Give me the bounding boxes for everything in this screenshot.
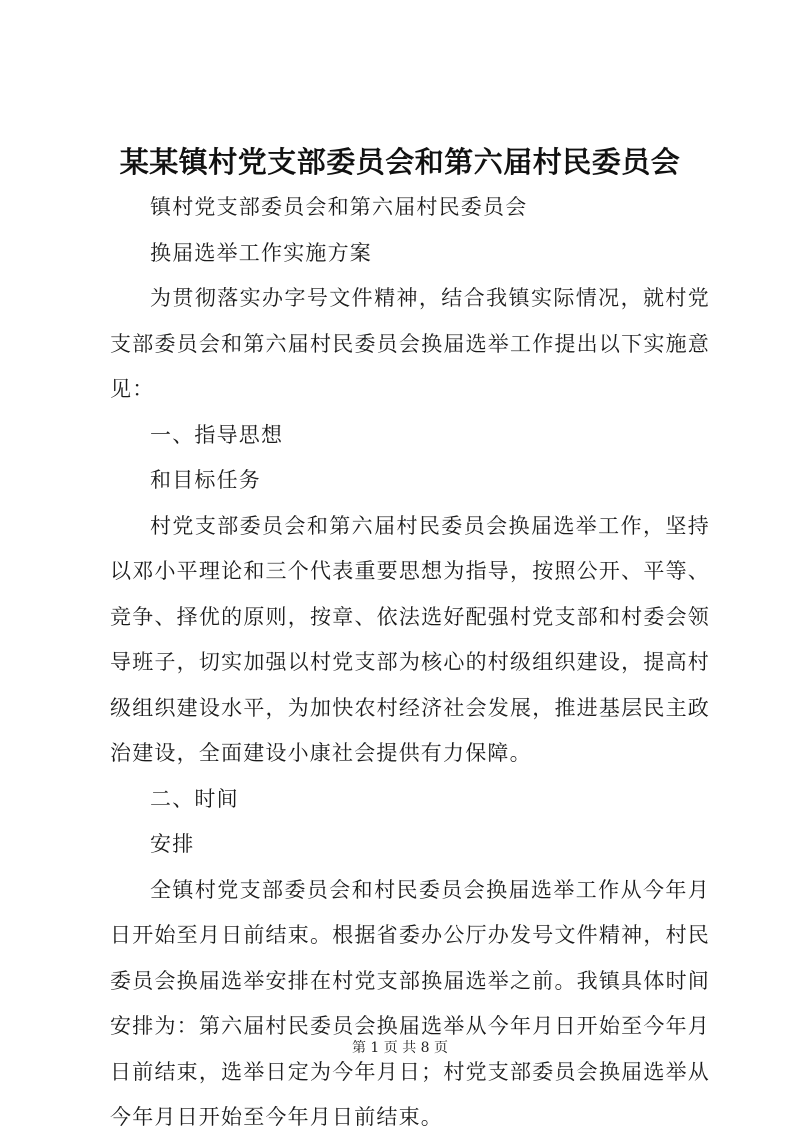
section-2-paragraph: 全镇村党支部委员会和村民委员会换届选举工作从今年月日开始至月日前结束。根据省委办公厅办发号文件精神，村民委员会换届选举安排在村党支部换届选举之前。我镇具体时间安排为：第六届村民委员会换届选举从今年月日开始至今年月日前结束，选举日定为今年月日；村党支部委员会换届选举从今年月日开始至今年月日前结束。 [110,877,710,1129]
section-1-paragraph: 村党支部委员会和第六届村民委员会换届选举工作，坚持以邓小平理论和三个代表重要思想为指导，按照公开、平等、竞争、择优的原则，按章、依法选好配强村党支部和村委会领导班子，切实加强以村党支部为核心的村级组织建设，提高村级组织建设水平，为加快农村经济社会发展，推进基层民主政治建设，全面建设小康社会提供有力保障。 [110,513,710,765]
document-body [110,185,710,1141]
document-title: 某某镇村党支部委员会和第六届村民委员会 [119,145,681,179]
intro-paragraph: 为贯彻落实办字号文件精神，结合我镇实际情况，就村党支部委员会和第六届村民委员会换届选举工作提出以下实施意见： [110,286,710,401]
subtitle-line-2: 换届选举工作实施方案 [150,240,372,265]
subtitle-line-1: 镇村党支部委员会和第六届村民委员会 [150,195,528,219]
page-footer: 第 1 页 共 8 页 [351,1040,449,1056]
section-heading-2-cont: 安排 [150,832,195,856]
section-heading-1: 一、指导思想 [150,422,284,447]
section-heading-2: 二、时间 [150,786,239,811]
section-heading-1-cont: 和目标任务 [150,468,261,492]
